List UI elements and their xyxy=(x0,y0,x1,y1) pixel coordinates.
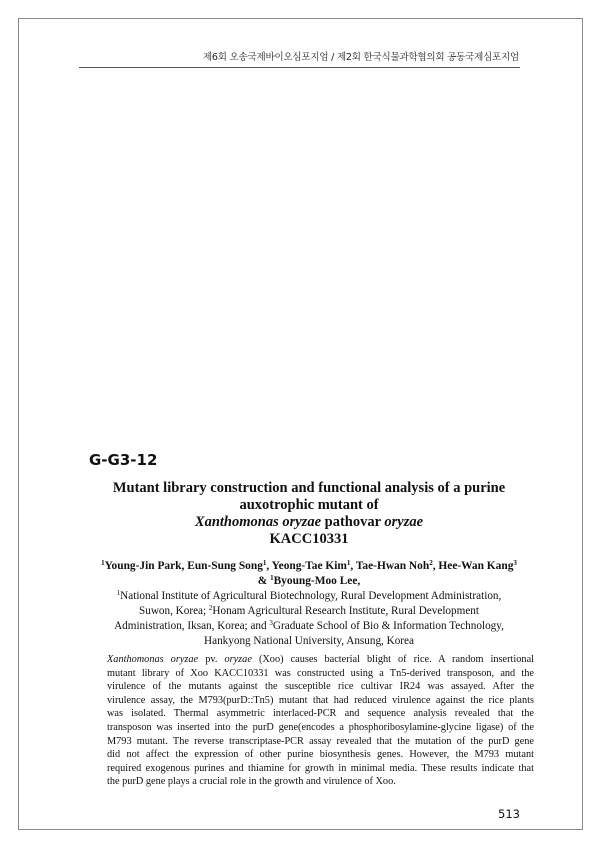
title-pathovar: oryzae xyxy=(384,514,424,530)
affiliation-text: National Institute of Agricultural Biotechnology, Rural Development Administration, xyxy=(120,590,502,602)
affiliations xyxy=(85,589,533,649)
abstract xyxy=(107,653,534,789)
title-line-3: KACC10331 xyxy=(269,531,349,547)
paper-title xyxy=(89,480,529,548)
author-sup: 1 xyxy=(101,559,105,567)
abstract-line: was isolated. Thermal asymmetric interlaced-PCR and sequence analysis revealed that the xyxy=(107,708,534,720)
author-name: Young-Jin Park, xyxy=(104,560,185,572)
author-name: Hee-Wan Kang xyxy=(438,560,514,572)
paper-id: G-G3-12 xyxy=(89,451,158,469)
abstract-organism: Xanthomonas oryzae xyxy=(107,654,199,665)
affiliation-text: Administration, Iksan, Korea; and xyxy=(114,620,267,632)
author-line-2 xyxy=(89,574,529,589)
abstract-line: transposon was inserted into the purD gene(encodes a phosphoribosylamine-glycine ligase) of the xyxy=(107,721,534,733)
author-name: Tae-Hwan Noh xyxy=(355,560,430,572)
affiliation-line-2 xyxy=(85,604,533,619)
page xyxy=(18,18,583,830)
author-name: Byoung-Moo Lee, xyxy=(273,575,361,587)
affiliation-text: Honam Agricultural Research Institute, Rural Development xyxy=(212,605,479,617)
title-line-1: Mutant library construction and functional analysis of a purine xyxy=(112,480,506,496)
author-sup: 2 xyxy=(429,559,433,567)
header-rule xyxy=(79,67,520,68)
affiliation-text: Graduate School of Bio & Information Technology, xyxy=(272,620,504,632)
affiliation-line-4: Hankyong National University, Ansung, Korea xyxy=(204,635,414,647)
affiliation-text: Suwon, Korea; xyxy=(139,605,207,617)
abstract-line: did not affect the expression of other purine biosynthesis genes. However, the M793 mutant xyxy=(107,749,534,761)
title-organism: Xanthomonas oryzae xyxy=(194,514,322,530)
affiliation-sup: 1 xyxy=(116,589,121,597)
abstract-line: the purD gene plays a crucial role in the growth and virulence of Xoo. xyxy=(107,776,396,788)
affiliation-sup: 2 xyxy=(208,604,213,612)
page-number: 513 xyxy=(498,807,520,821)
abstract-line: required exogenous purines and thiamine for growth in minimal media. These results indicate that xyxy=(107,762,534,774)
title-part: auxotrophic mutant of xyxy=(239,497,379,513)
affiliation-sup: 3 xyxy=(269,619,273,627)
author-sup: 1 xyxy=(270,574,274,582)
author-sup: 3 xyxy=(513,559,517,567)
author-sup: 1 xyxy=(262,559,267,567)
abstract-line: mutant library of Xoo KACC10331 was constructed using a Tn5-derived transposon, and the xyxy=(107,667,534,679)
abstract-pathovar: oryzae xyxy=(224,654,252,665)
abstract-line xyxy=(107,653,534,667)
title-line-2 xyxy=(89,497,529,531)
author-ampersand: & xyxy=(257,575,268,587)
affiliation-line-3 xyxy=(85,619,533,634)
title-part: pathovar xyxy=(324,514,381,530)
author-line-1: $^1$Young-Jin Park, Eun-Sung Song$^1$, Yeong-Tae Kim$^1$, Tae-Hwan Noh$^2$, Hee-Wan Kang$^3$ xyxy=(101,559,517,572)
abstract-line: virulence of the mutants against the susceptible rice cultivar IR24 was assayed. After the xyxy=(107,681,534,693)
abstract-line: virulence assay, the M793(purD::Tn5) mutant that had reduced virulence against the rice plants xyxy=(107,694,534,706)
running-header: 제6회 오송국제바이오심포지엄 / 제2회 한국식물과학협의회 공동국제심포지엄 xyxy=(202,52,519,63)
author-sup: 1 xyxy=(346,559,351,567)
author-name: Yeong-Tae Kim xyxy=(271,560,347,572)
abstract-line: M793 mutant. The reverse transcriptase-PCR assay revealed that the mutation of the purD gene xyxy=(107,735,534,747)
author-name: Eun-Sung Song xyxy=(187,560,263,572)
abstract-text: (Xoo) causes bacterial blight of rice. A random insertional xyxy=(258,654,535,665)
affiliation-line-1 xyxy=(85,589,533,604)
abstract-text: pv. xyxy=(205,654,218,665)
author-list xyxy=(89,559,529,589)
